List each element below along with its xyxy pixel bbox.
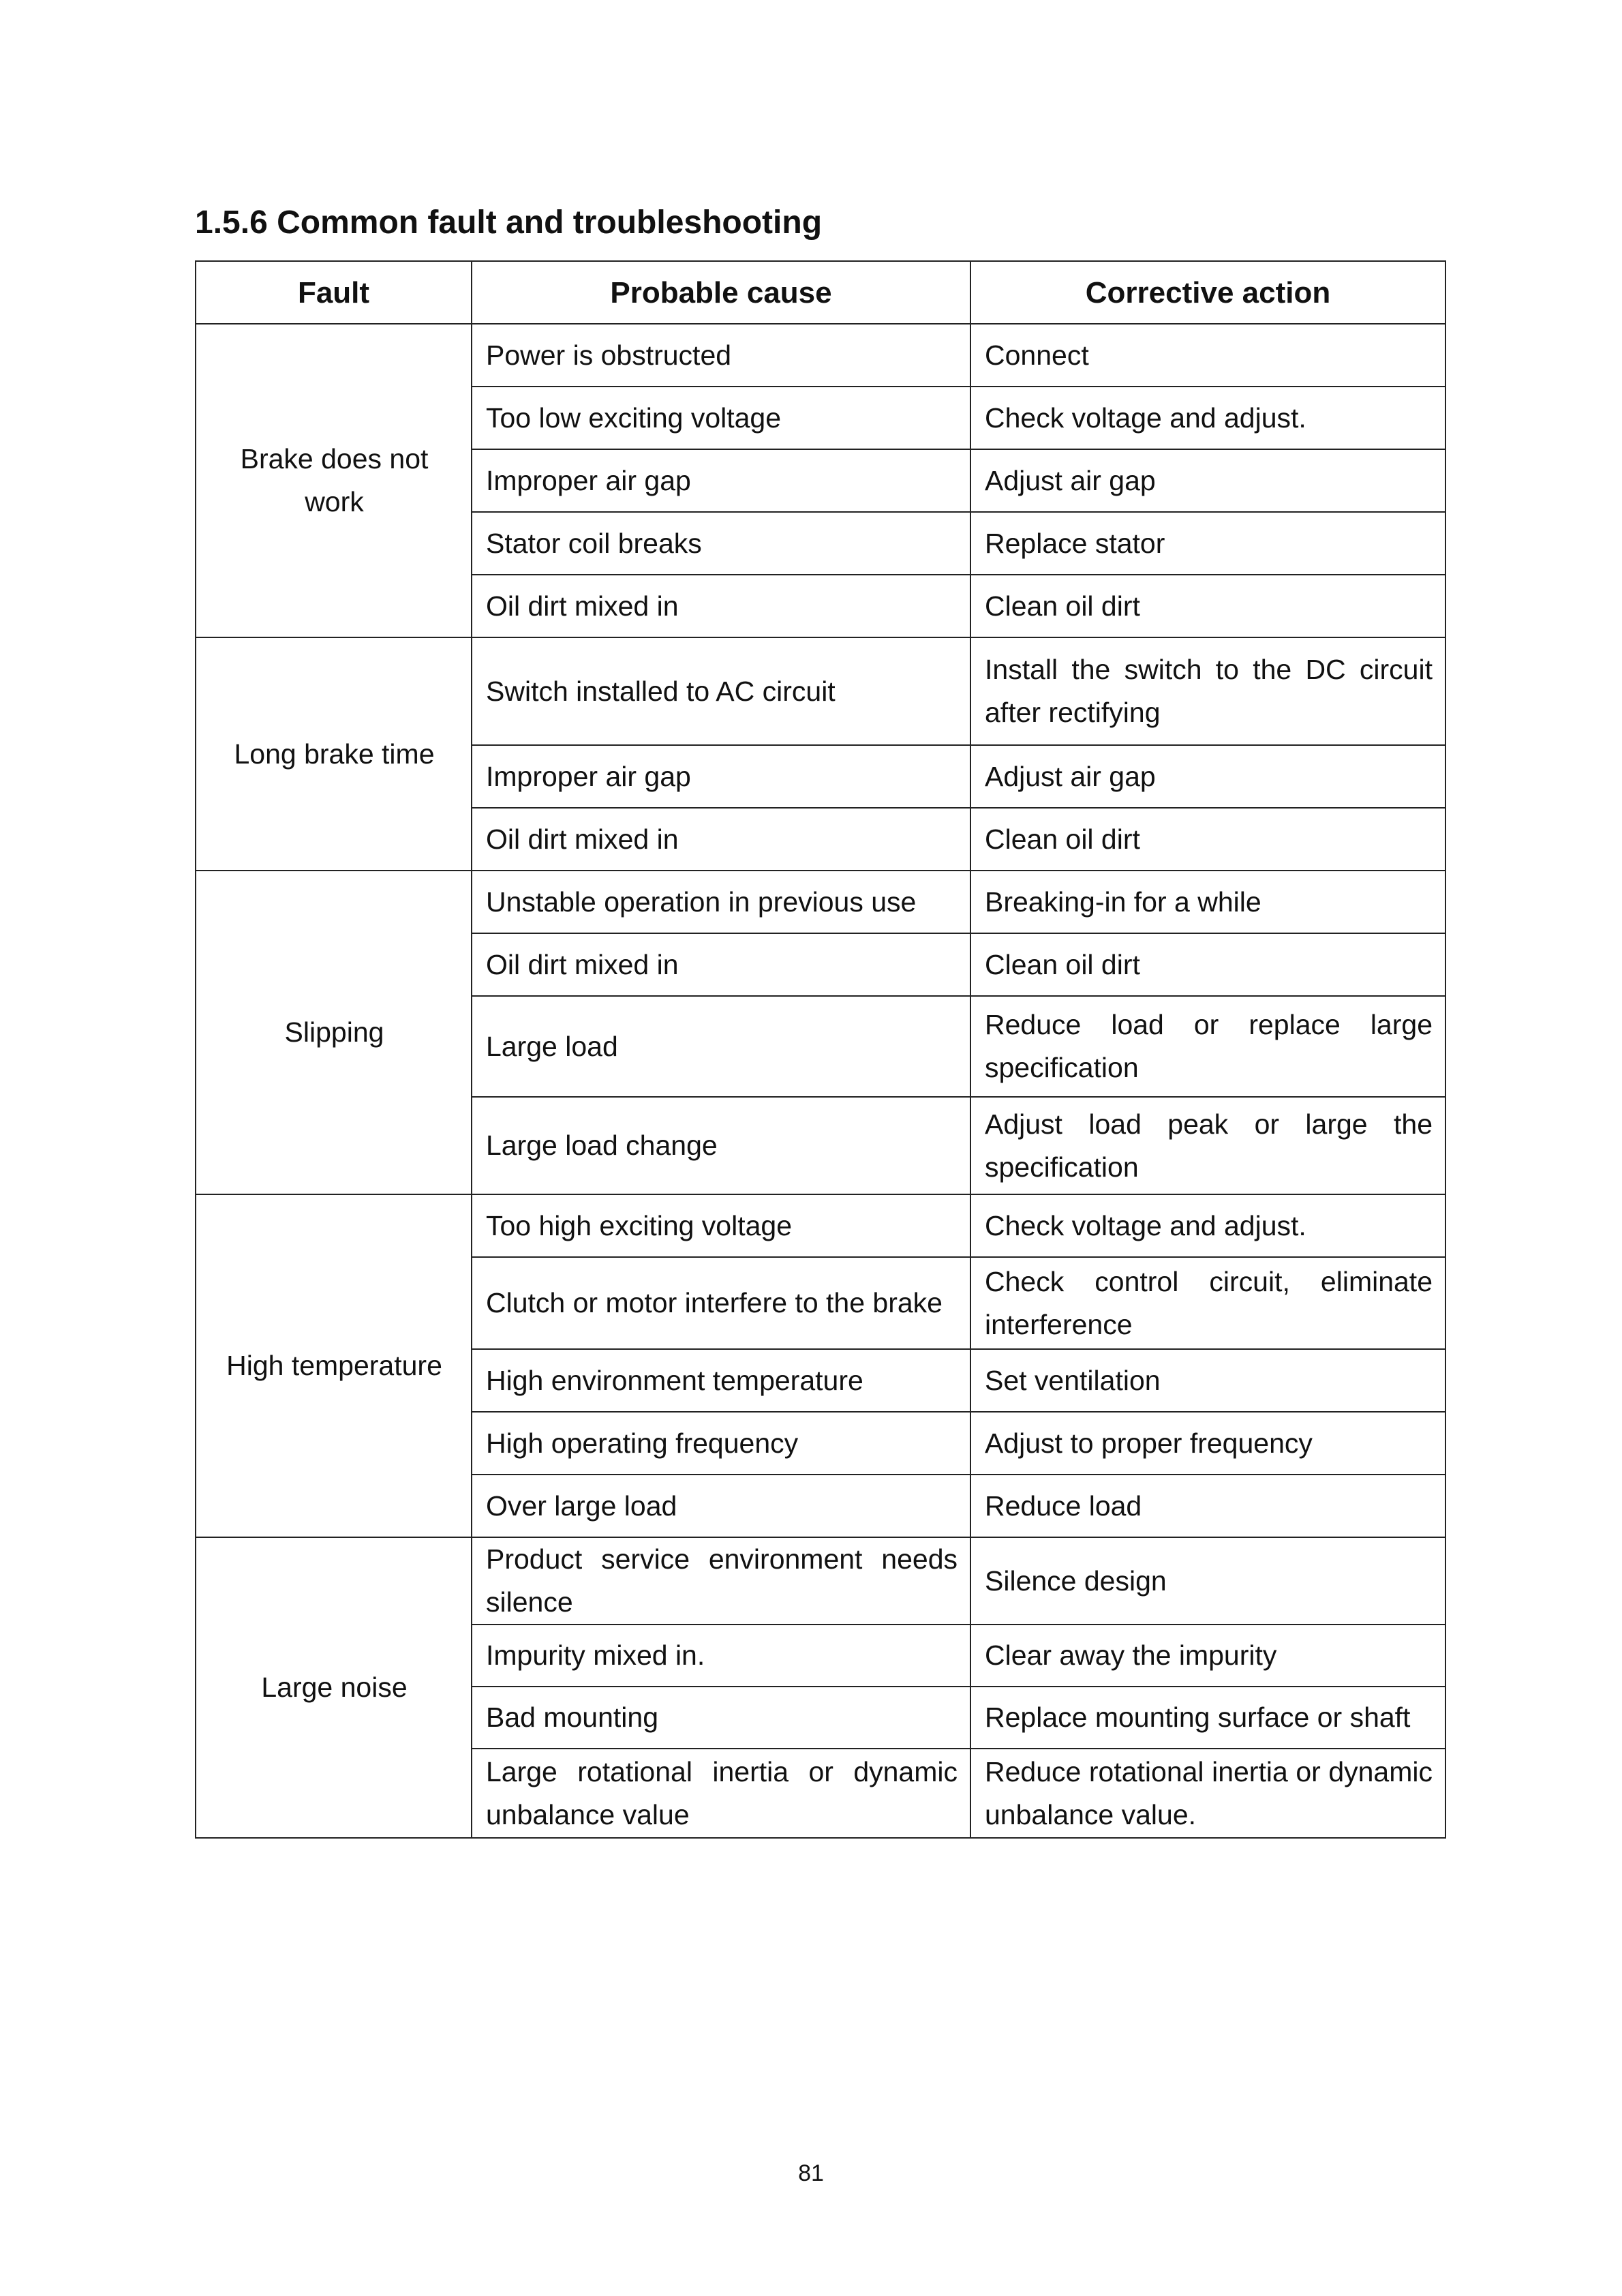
cause-cell: Oil dirt mixed in	[472, 808, 970, 871]
fault-long-brake-time: Long brake time	[196, 637, 472, 871]
cause-cell: Switch installed to AC circuit	[472, 637, 970, 745]
cause-cell: Impurity mixed in.	[472, 1625, 970, 1687]
action-cell: Check control circuit, eliminate interference	[970, 1257, 1445, 1349]
fault-troubleshooting-table	[195, 260, 1446, 1839]
action-cell: Check voltage and adjust.	[970, 387, 1445, 449]
header-fault: Fault	[196, 261, 472, 324]
header-probable-cause: Probable cause	[472, 261, 970, 324]
action-cell: Breaking-in for a while	[970, 871, 1445, 933]
cause-cell: Too low exciting voltage	[472, 387, 970, 449]
action-cell: Clear away the impurity	[970, 1625, 1445, 1687]
action-cell: Reduce load	[970, 1475, 1445, 1537]
page-title: 1.5.6 Common fault and troubleshooting	[195, 205, 823, 241]
table-row	[196, 1194, 1445, 1257]
cause-cell: Large load	[472, 996, 970, 1097]
fault-large-noise: Large noise	[196, 1537, 472, 1838]
cause-cell: Power is obstructed	[472, 324, 970, 387]
table-row	[196, 1537, 1445, 1625]
cause-cell: High operating frequency	[472, 1412, 970, 1475]
cause-cell: Bad mounting	[472, 1687, 970, 1749]
header-corrective-action: Corrective action	[970, 261, 1445, 324]
table-header-row	[196, 261, 1445, 324]
table-row	[196, 871, 1445, 933]
action-cell: Reduce rotational inertia or dynamic unbalance value.	[970, 1749, 1445, 1838]
action-cell: Install the switch to the DC circuit after rectifying	[970, 637, 1445, 745]
action-cell: Check voltage and adjust.	[970, 1194, 1445, 1257]
cause-cell: Product service environment needs silence	[472, 1537, 970, 1625]
cause-cell: Large load change	[472, 1097, 970, 1194]
fault-slipping: Slipping	[196, 871, 472, 1194]
action-cell: Silence design	[970, 1537, 1445, 1625]
cause-cell: Too high exciting voltage	[472, 1194, 970, 1257]
cause-cell: Improper air gap	[472, 449, 970, 512]
cause-cell: Clutch or motor interfere to the brake	[472, 1257, 970, 1349]
cause-cell: Stator coil breaks	[472, 512, 970, 575]
action-cell: Clean oil dirt	[970, 933, 1445, 996]
action-cell: Replace mounting surface or shaft	[970, 1687, 1445, 1749]
action-cell: Replace stator	[970, 512, 1445, 575]
action-cell: Adjust air gap	[970, 745, 1445, 808]
action-cell: Adjust to proper frequency	[970, 1412, 1445, 1475]
cause-cell: Unstable operation in previous use	[472, 871, 970, 933]
cause-cell: Oil dirt mixed in	[472, 933, 970, 996]
cause-cell: Oil dirt mixed in	[472, 575, 970, 637]
action-cell: Reduce load or replace large specification	[970, 996, 1445, 1097]
action-cell: Adjust air gap	[970, 449, 1445, 512]
action-cell: Set ventilation	[970, 1349, 1445, 1412]
action-cell: Adjust load peak or large the specification	[970, 1097, 1445, 1194]
fault-brake-does-not-work: Brake does not work	[196, 324, 472, 637]
fault-high-temperature: High temperature	[196, 1194, 472, 1537]
cause-cell: Large rotational inertia or dynamic unbalance value	[472, 1749, 970, 1838]
table-row	[196, 637, 1445, 745]
action-cell: Clean oil dirt	[970, 575, 1445, 637]
table-row	[196, 324, 1445, 387]
cause-cell: High environment temperature	[472, 1349, 970, 1412]
page-number: 81	[798, 2160, 824, 2186]
action-cell: Connect	[970, 324, 1445, 387]
action-cell: Clean oil dirt	[970, 808, 1445, 871]
cause-cell: Over large load	[472, 1475, 970, 1537]
cause-cell: Improper air gap	[472, 745, 970, 808]
